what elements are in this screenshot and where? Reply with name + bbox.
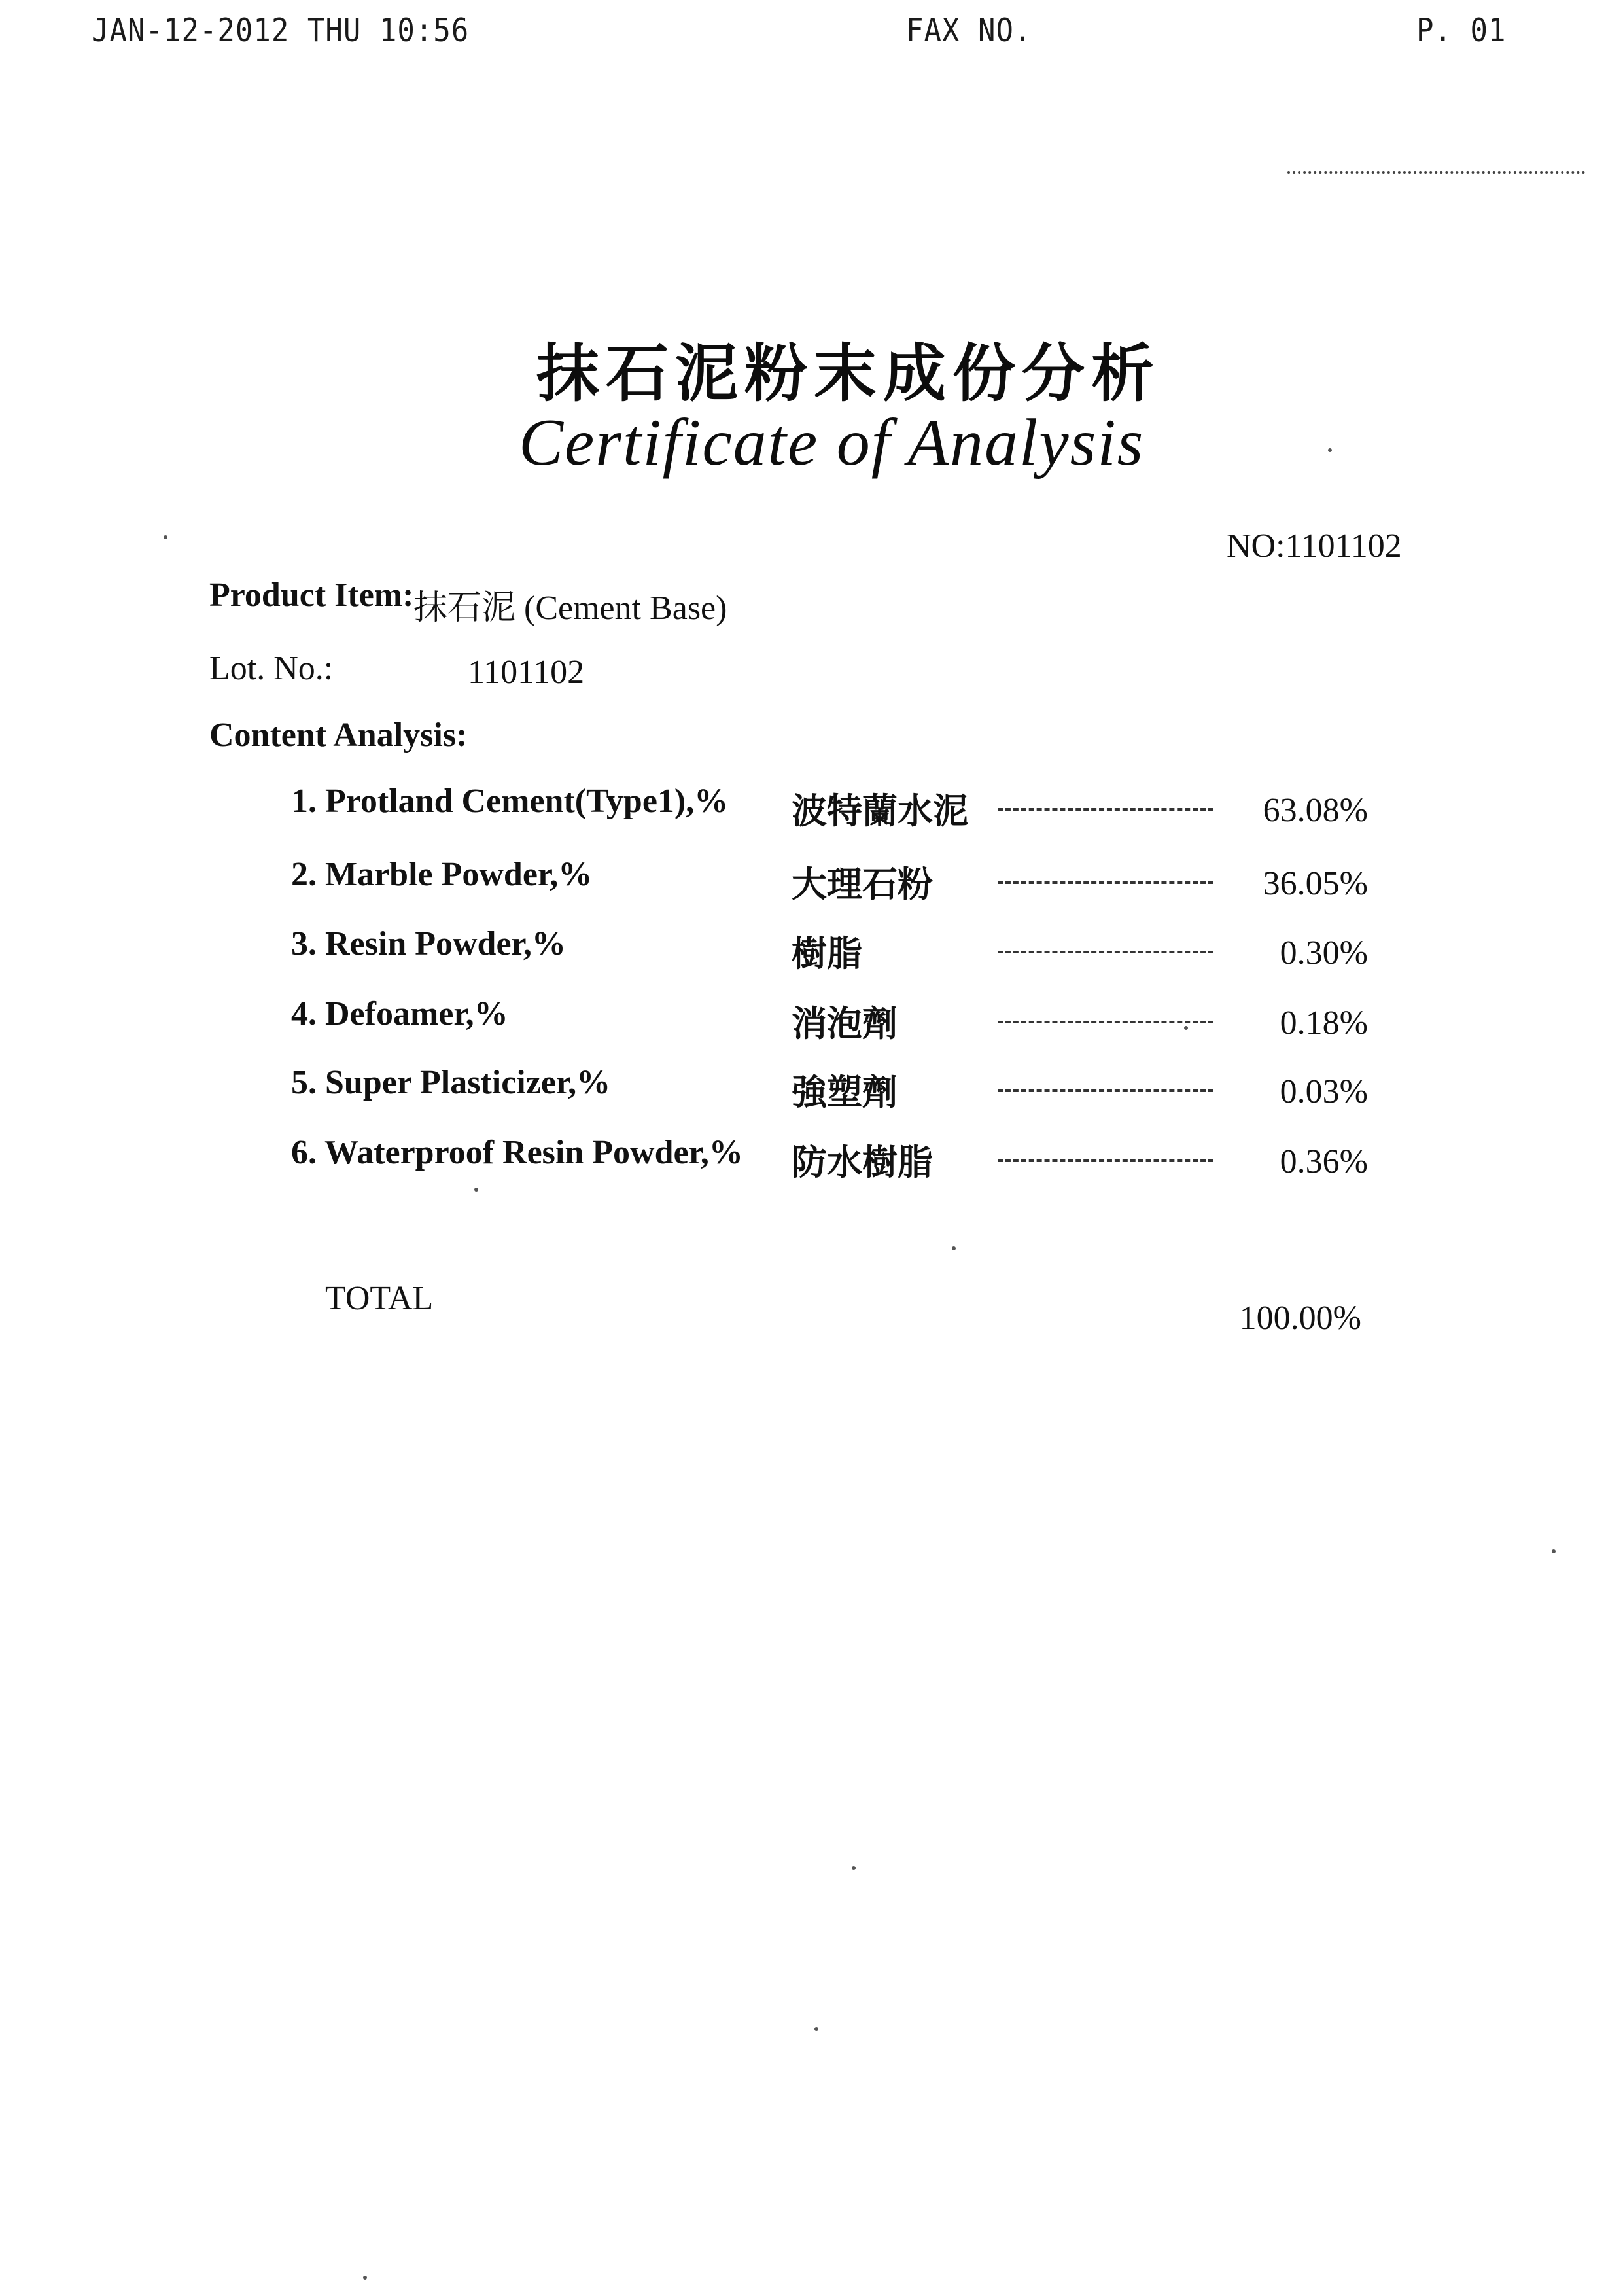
- component-percentage: 0.18%: [1280, 1004, 1368, 1042]
- fax-datetime: JAN-12-2012 THU 10:56: [92, 12, 470, 50]
- analysis-row: [0, 1063, 1623, 1116]
- scan-speck: [1184, 1026, 1188, 1030]
- component-name-cn: 強塑劑: [792, 1072, 898, 1113]
- fax-page-number: P. 01: [1416, 12, 1507, 50]
- lot-number-label: Lot. No.:: [209, 650, 334, 687]
- certificate-title-cn: 抹石泥粉末成份分析: [536, 336, 1161, 410]
- fax-number-label: FAX NO.: [906, 12, 1032, 50]
- component-percentage: 0.30%: [1280, 934, 1368, 972]
- leader-line: [998, 881, 1213, 884]
- certificate-number: NO:1101102: [1227, 527, 1402, 565]
- component-percentage: 0.03%: [1280, 1073, 1368, 1110]
- scan-speck: [363, 2276, 367, 2280]
- total-label: TOTAL: [325, 1280, 434, 1317]
- header-rule: [1287, 171, 1585, 174]
- component-name: 4. Defoamer,%: [291, 995, 508, 1033]
- scan-speck: [852, 1866, 856, 1870]
- certificate-title-en: Certificate of Analysis: [519, 406, 1145, 480]
- component-name-cn: 消泡劑: [792, 1003, 898, 1044]
- lot-number-value: 1101102: [468, 654, 585, 691]
- analysis-row: [0, 1133, 1623, 1186]
- scan-speck: [1552, 1549, 1556, 1553]
- scan-speck: [1328, 448, 1332, 452]
- scan-speck: [952, 1246, 956, 1250]
- component-name-cn: 樹脂: [792, 933, 862, 974]
- component-percentage: 63.08%: [1263, 792, 1368, 829]
- leader-line: [998, 1159, 1213, 1162]
- component-name: 5. Super Plasticizer,%: [291, 1064, 611, 1101]
- component-percentage: 0.36%: [1280, 1143, 1368, 1180]
- leader-line: [998, 1021, 1213, 1023]
- analysis-row: [0, 855, 1623, 908]
- component-name-cn: 防水樹脂: [792, 1142, 933, 1183]
- component-name: 2. Marble Powder,%: [291, 856, 593, 893]
- component-name-cn: 波特蘭水泥: [792, 790, 968, 832]
- product-item-value: 抹石泥 (Cement Base): [413, 590, 727, 627]
- scan-speck: [814, 2027, 818, 2031]
- leader-line: [998, 808, 1213, 811]
- analysis-row: [0, 995, 1623, 1047]
- component-name: 1. Protland Cement(Type1),%: [291, 783, 729, 820]
- component-name-cn: 大理石粉: [792, 864, 933, 905]
- product-item-label: Product Item:: [209, 576, 414, 614]
- component-percentage: 36.05%: [1263, 865, 1368, 902]
- component-name: 3. Resin Powder,%: [291, 925, 566, 963]
- analysis-row: [0, 782, 1623, 834]
- component-name: 6. Waterproof Resin Powder,%: [291, 1134, 743, 1171]
- scan-speck: [164, 535, 167, 539]
- leader-line: [998, 951, 1213, 953]
- content-analysis-label: Content Analysis:: [209, 716, 468, 754]
- leader-line: [998, 1089, 1213, 1092]
- total-value: 100.00%: [1239, 1299, 1361, 1337]
- scan-speck: [474, 1188, 478, 1192]
- analysis-row: [0, 925, 1623, 977]
